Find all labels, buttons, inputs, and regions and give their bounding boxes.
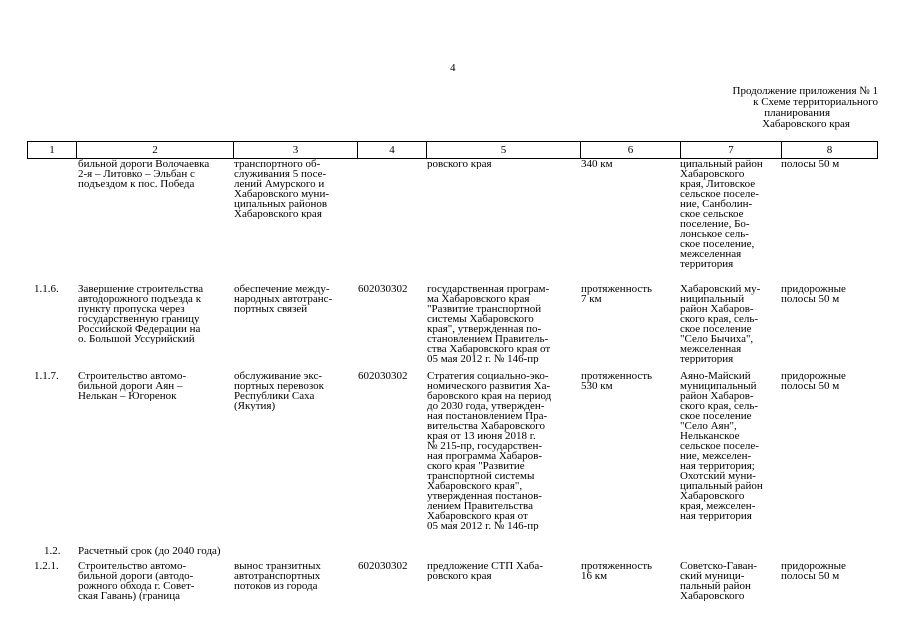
cell-number: 1.1.7. — [34, 371, 59, 381]
header-note-line: планирования — [764, 107, 830, 119]
cell-basis: предложение СТП Хаба- ровского края — [427, 561, 543, 581]
cell-params: протяженность 7 км — [581, 284, 653, 304]
cell-code: 602030302 — [358, 561, 408, 571]
cell-purpose: обслуживание экс- портных перевозок Республики Саха (Якутия) — [234, 371, 324, 411]
column-number: 3 — [234, 142, 358, 159]
column-number: 4 — [358, 142, 427, 159]
cell-name: Строительство автомо- бильной дороги (автодо- рожного обхода г. Совет- ская Гавань) (граница — [78, 561, 195, 601]
cell-params: 340 км — [581, 159, 613, 169]
cell-basis: ровского края — [427, 159, 492, 169]
cell-location: Советско-Гаван- ский муници- пальный район Хабаровского — [680, 561, 758, 601]
page-number: 4 — [450, 62, 456, 74]
cell-location: ципальный район Хабаровского края, Литовское сельское поселе- ние, Санболин- ское сельское поселение, Бо- лонськое сель- ское поселение, межселенная территория — [680, 159, 763, 269]
cell-code: 602030302 — [358, 371, 408, 381]
cell-name: Строительство автомо- бильной дороги Аян – Нелькан – Югоренок — [78, 371, 187, 401]
section-number: 1.2. — [44, 545, 61, 557]
column-number: 1 — [28, 142, 77, 159]
cell-basis: государственная програм- ма Хабаровского края "Развитие транспортной системы Хабаровского края", утвержденная по- становлением Правитель- ства Хабаровского края от 05 мая 2012 г. № 146-пр — [427, 284, 551, 364]
cell-name: Завершение строительства автодорожного подъезда к пункту пропуска через государственную границу Российской Федерации на о. Большой Уссурийский — [78, 284, 204, 344]
column-number: 6 — [581, 142, 681, 159]
column-number: 8 — [782, 142, 878, 159]
cell-number: 1.2.1. — [34, 561, 59, 571]
header-note-line: Хабаровского края — [762, 118, 850, 130]
cell-purpose: обеспечение между- народных автотранс- портных связей — [234, 284, 333, 314]
cell-number: 1.1.6. — [34, 284, 59, 294]
cell-purpose: транспортного об- служивания 5 посе- лений Амурского и Хабаровского муни- ципальных районов Хабаровского края — [234, 159, 329, 219]
header-note-line: Продолжение приложения № 1 — [732, 85, 878, 97]
section-title: Расчетный срок (до 2040 года) — [78, 545, 221, 557]
appendix-header-note — [648, 86, 878, 130]
cell-name: бильной дороги Волочаевка 2-я – Литовко – Эльбан с подъездом к пос. Победа — [78, 159, 210, 189]
cell-code: 602030302 — [358, 284, 408, 294]
cell-basis: Стратегия социально-эко- номического развития Ха- баровского края на период до 2030 года, утвержден- ная постановлением Пра- вительства Хабаровского края от 13 июня 2018 г. № 215-пр, государствен- ная программа Хабаров- ского края "Развитие транспортной системы Хабаровского края", утвержденная постанов- лением Правительства Хабаровского края от 05 мая 2012 г. № 146-пр — [427, 371, 552, 531]
cell-zone: придорожные полосы 50 м — [781, 284, 846, 304]
cell-zone: придорожные полосы 50 м — [781, 371, 846, 391]
column-number: 5 — [427, 142, 581, 159]
column-number: 2 — [77, 142, 234, 159]
header-note-line: к Схеме территориального — [753, 96, 878, 108]
cell-zone: полосы 50 м — [781, 159, 840, 169]
cell-zone: придорожные полосы 50 м — [781, 561, 846, 581]
cell-location: Хабаровский му- ниципальный район Хабаров- ского края, сель- ское поселение "Село Бычиха", межселенная территория — [680, 284, 761, 364]
cell-params: протяженность 16 км — [581, 561, 653, 581]
cell-params: протяженность 530 км — [581, 371, 653, 391]
cell-location: Аяно-Майский муниципальный район Хабаров- ского края, сель- ское поселение "Село Аян", Нельканское сельское поселе- ние, межселен- ная территория; Охотский муни- ципальный район Хабаровского края, межселен- ная территория — [680, 371, 763, 521]
column-number: 7 — [681, 142, 782, 159]
cell-purpose: вынос транзитных автотранспортных потоков из города — [234, 561, 321, 591]
column-number-header — [27, 141, 878, 159]
